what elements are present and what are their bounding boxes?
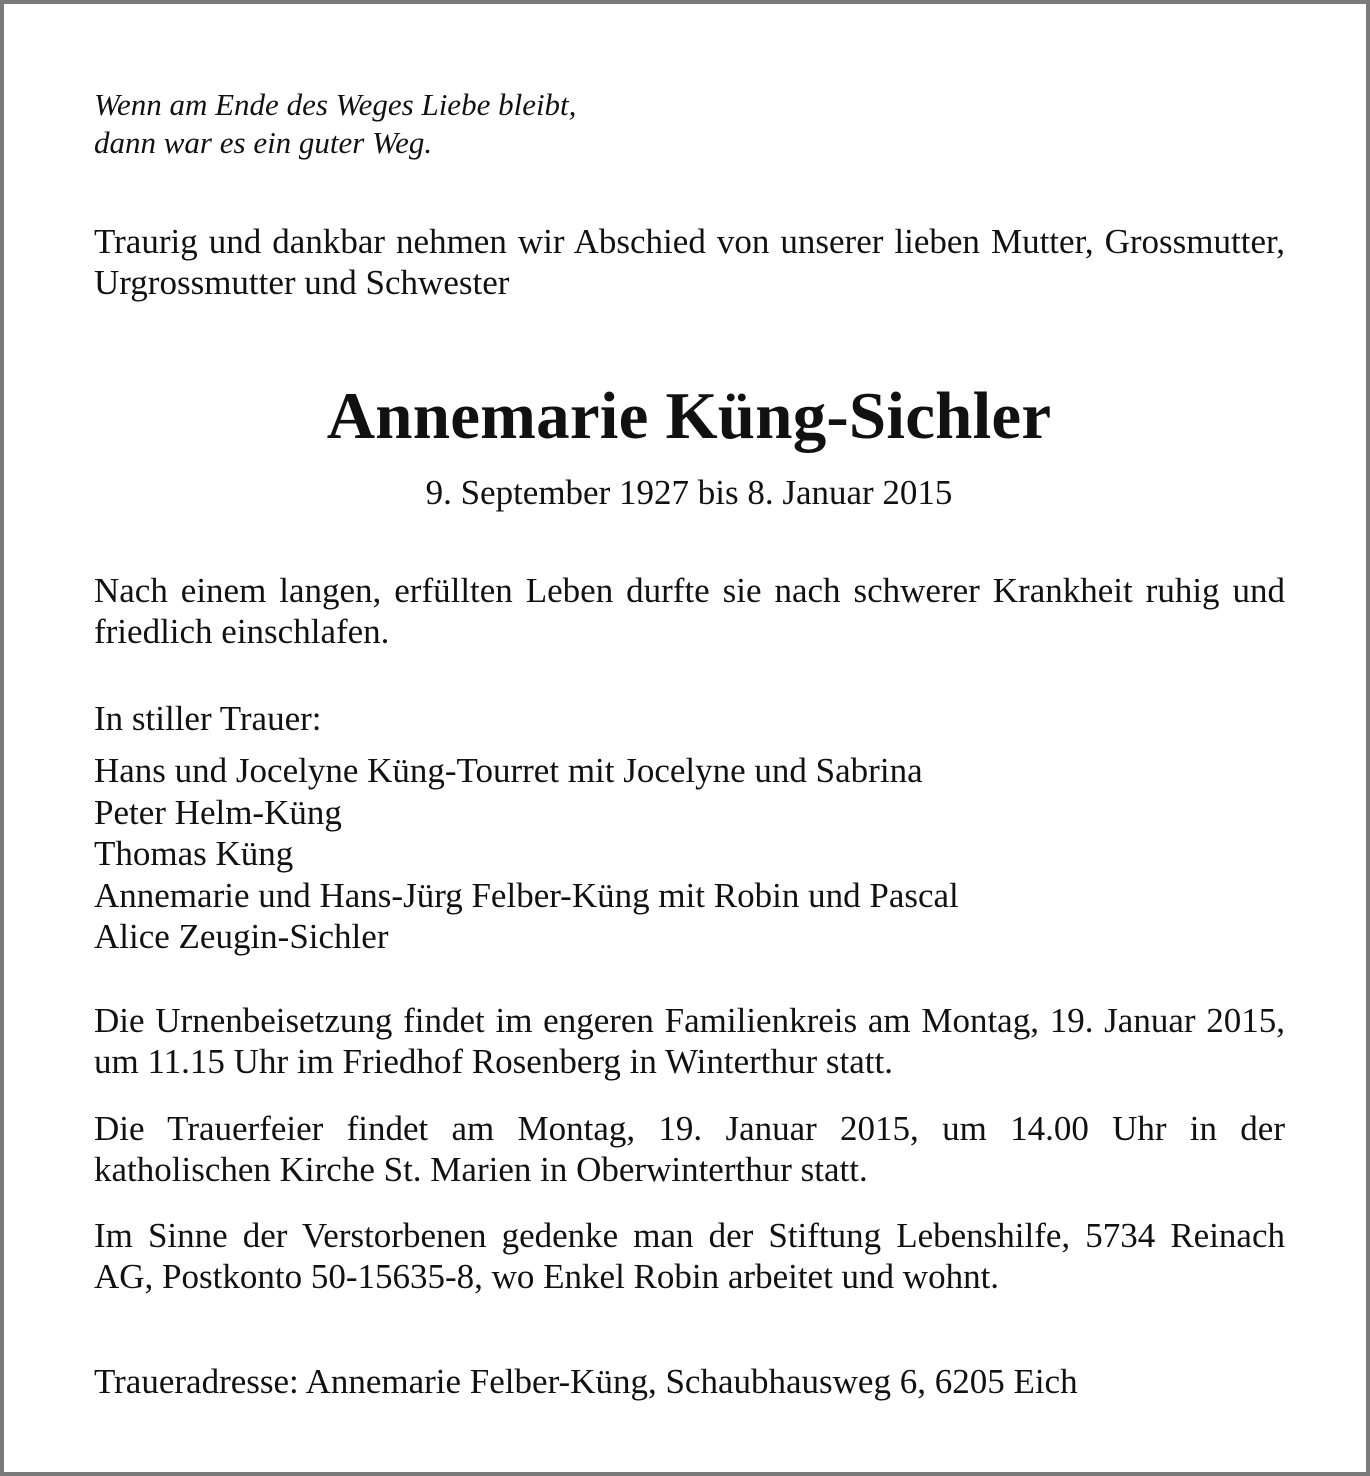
funeral-service-paragraph: Die Trauerfeier findet am Montag, 19. Januar 2015, um 14.00 Uhr in der katholischen Kirche St. Marien in Oberwinterthur statt. xyxy=(94,1109,1285,1189)
deceased-name: Annemarie Küng-Sichler xyxy=(326,379,1052,453)
mourner-entry: Peter Helm-Küng xyxy=(94,792,342,832)
mourning-address: Traueradresse: Annemarie Felber-Küng, Schaubhausweg 6, 6205 Eich xyxy=(94,1362,1078,1401)
urn-burial-paragraph: Die Urnenbeisetzung findet im engeren Familienkreis am Montag, 19. Januar 2015, um 11.15 Uhr im Friedhof Rosenberg in Winterthur statt. xyxy=(94,1001,1285,1081)
motto-line-1: Wenn am Ende des Weges Liebe bleibt, xyxy=(94,87,577,122)
motto-quote xyxy=(94,86,1285,162)
mourning-heading: In stiller Trauer: xyxy=(94,699,322,738)
mourner-entry: Hans und Jocelyne Küng-Tourret mit Jocelyne und Sabrina xyxy=(94,751,923,790)
life-dates: 9. September 1927 bis 8. Januar 2015 xyxy=(425,473,953,512)
donation-paragraph: Im Sinne der Verstorbenen gedenke man der Stiftung Lebenshilfe, 5734 Reinach AG, Postkonto 50-15635-8, wo Enkel Robin arbeitet und wohnt. xyxy=(94,1216,1285,1296)
intro-paragraph: Traurig und dankbar nehmen wir Abschied von unserer lieben Mutter, Grossmutter, Urgrossmutter und Schwester xyxy=(94,222,1285,302)
mourners-list xyxy=(94,750,1285,958)
mourner-entry: Thomas Küng xyxy=(94,834,294,873)
mourner-entry: Annemarie und Hans-Jürg Felber-Küng mit Robin und Pascal xyxy=(94,875,959,915)
mourner-entry: Alice Zeugin-Sichler xyxy=(94,917,389,956)
motto-line-2: dann war es ein guter Weg. xyxy=(94,125,433,160)
passing-paragraph: Nach einem langen, erfüllten Leben durfte sie nach schwerer Krankheit ruhig und friedlich einschlafen. xyxy=(94,571,1285,651)
